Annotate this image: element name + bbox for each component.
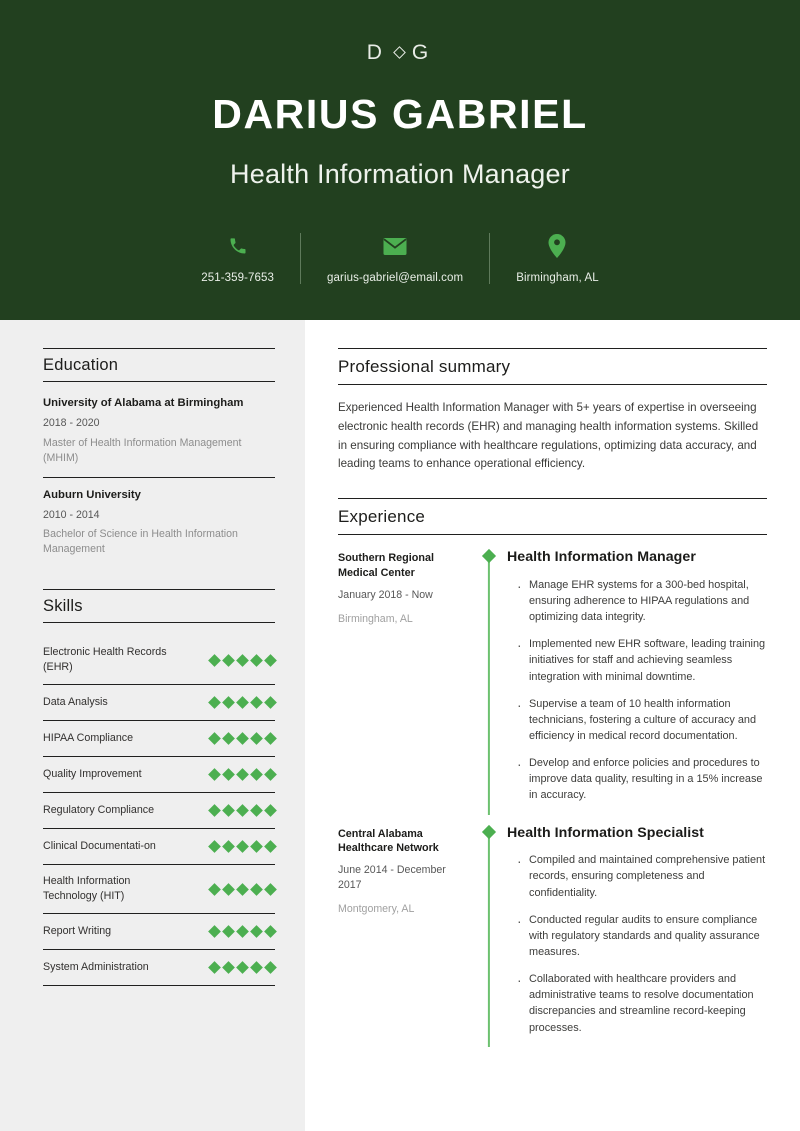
skill-rating-diamond-icon <box>222 961 235 974</box>
skill-rating <box>210 927 275 936</box>
experience-timeline <box>478 549 500 814</box>
skill-rating-diamond-icon <box>236 840 249 853</box>
skills-section-header <box>43 589 275 623</box>
summary-section-header <box>338 348 767 385</box>
candidate-name: DARIUS GABRIEL <box>212 91 588 137</box>
skill-name: System Administration <box>43 961 149 974</box>
education-item <box>43 396 275 477</box>
monogram-left-letter: D <box>366 40 387 64</box>
experience-section-header <box>338 498 767 535</box>
education-item <box>43 477 275 569</box>
education-school: University of Alabama at Birmingham <box>43 397 244 409</box>
email-value: garius-gabriel@email.com <box>327 272 464 284</box>
experience-list <box>338 549 767 1057</box>
education-school: Auburn University <box>43 488 141 501</box>
timeline-diamond-icon <box>482 824 496 838</box>
experience-meta <box>338 825 478 917</box>
skill-rating-diamond-icon <box>236 654 249 667</box>
skill-rating-diamond-icon <box>222 732 235 745</box>
contact-email[interactable] <box>300 233 489 284</box>
summary-heading: Professional summary <box>338 357 511 376</box>
experience-item <box>338 549 767 824</box>
envelope-icon <box>383 233 407 259</box>
skill-rating-diamond-icon <box>264 654 277 667</box>
sidebar <box>0 320 305 1131</box>
skill-rating-diamond-icon <box>264 804 277 817</box>
skill-rating-diamond-icon <box>264 925 277 938</box>
skill-rating <box>210 656 275 665</box>
skill-name: Report Writing <box>43 925 112 938</box>
experience-bullet: · Compiled and maintained comprehensive patient records, ensuring completeness and confidentiality. <box>517 852 767 900</box>
skill-row <box>43 757 275 793</box>
resume-body <box>0 320 800 1131</box>
experience-company: Central Alabama Healthcare Network <box>338 827 439 855</box>
experience-bullet: · Supervise a team of 10 health information technicians, fostering a culture of accuracy and efficiency in medical record documentation. <box>517 696 767 744</box>
skill-rating <box>210 885 275 894</box>
timeline-line <box>488 557 490 814</box>
phone-icon <box>228 233 248 259</box>
skill-rating <box>210 698 275 707</box>
skill-rating-diamond-icon <box>208 654 221 667</box>
main-column <box>305 320 800 1131</box>
phone-value: 251-359-7653 <box>201 272 275 284</box>
monogram-logo <box>367 38 434 66</box>
skill-row <box>43 950 275 986</box>
skill-rating-diamond-icon <box>236 961 249 974</box>
experience-location: Montgomery, AL <box>338 902 415 915</box>
skill-rating-diamond-icon <box>264 696 277 709</box>
skill-rating-diamond-icon <box>250 961 263 974</box>
education-dates: 2010 - 2014 <box>43 508 100 521</box>
education-list <box>43 396 275 568</box>
skill-rating-diamond-icon <box>264 961 277 974</box>
experience-details <box>500 549 767 814</box>
skill-rating-diamond-icon <box>222 654 235 667</box>
experience-bullet: · Implemented new EHR software, leading training initiatives for staff and achieving seamless integration with minimal downtime. <box>517 636 767 684</box>
skill-rating <box>210 770 275 779</box>
skill-rating-diamond-icon <box>208 840 221 853</box>
skill-rating-diamond-icon <box>222 804 235 817</box>
experience-bullet-list <box>507 852 767 1035</box>
resume-header <box>0 0 800 320</box>
skill-rating-diamond-icon <box>250 768 263 781</box>
skill-rating-diamond-icon <box>264 840 277 853</box>
skill-name: Electronic Health Records (EHR) <box>43 646 167 674</box>
skill-rating <box>210 806 275 815</box>
skills-heading: Skills <box>43 597 83 616</box>
monogram-right-letter: G <box>411 40 434 64</box>
experience-company: Southern Regional Medical Center <box>338 552 434 580</box>
skill-rating-diamond-icon <box>208 804 221 817</box>
contact-row <box>175 233 625 284</box>
skill-rating <box>210 963 275 972</box>
skill-row <box>43 721 275 757</box>
education-dates: 2018 - 2020 <box>43 417 100 430</box>
skill-row <box>43 637 275 685</box>
skill-rating-diamond-icon <box>250 840 263 853</box>
skill-name: HIPAA Compliance <box>43 732 134 745</box>
timeline-diamond-icon <box>482 549 496 563</box>
skill-rating-diamond-icon <box>208 696 221 709</box>
location-value: Birmingham, AL <box>516 272 599 284</box>
education-degree: Bachelor of Science in Health Information Management <box>43 528 238 556</box>
skill-rating-diamond-icon <box>236 925 249 938</box>
experience-bullet: · Manage EHR systems for a 300-bed hospital, ensuring adherence to HIPAA regulations and optimizing data integrity. <box>517 577 767 625</box>
contact-location[interactable] <box>489 233 625 284</box>
skill-rating-diamond-icon <box>222 768 235 781</box>
skill-rating-diamond-icon <box>208 961 221 974</box>
skill-rating-diamond-icon <box>222 840 235 853</box>
experience-timeline <box>478 825 500 1047</box>
timeline-line <box>488 833 490 1047</box>
diamond-outline-icon <box>393 46 406 59</box>
experience-bullet: · Collaborated with healthcare providers and administrative teams to resolve documentation discrepancies and streamline record-keeping processes. <box>517 971 767 1036</box>
skill-rating-diamond-icon <box>250 732 263 745</box>
skill-rating-diamond-icon <box>264 732 277 745</box>
experience-bullet: · Develop and enforce policies and procedures to improve data quality, resulting in a 15% increase in accuracy. <box>517 755 767 803</box>
experience-item <box>338 825 767 1057</box>
skill-row <box>43 914 275 950</box>
location-pin-icon <box>548 233 566 259</box>
skill-rating-diamond-icon <box>222 696 235 709</box>
experience-details <box>500 825 767 1047</box>
skill-rating <box>210 734 275 743</box>
experience-meta <box>338 549 478 626</box>
experience-dates: June 2014 - December 2017 <box>338 864 446 891</box>
skill-rating-diamond-icon <box>250 804 263 817</box>
skill-rating-diamond-icon <box>236 768 249 781</box>
skill-rating-diamond-icon <box>222 925 235 938</box>
skill-name: Data Analysis <box>43 696 108 709</box>
experience-heading: Experience <box>338 507 426 527</box>
skill-row <box>43 793 275 829</box>
experience-bullet-list <box>507 577 767 804</box>
skill-rating-diamond-icon <box>236 883 249 896</box>
education-heading: Education <box>43 356 119 374</box>
skill-name: Regulatory Compliance <box>43 804 155 817</box>
education-section-header <box>43 348 275 382</box>
skills-block <box>43 589 275 986</box>
skill-rating-diamond-icon <box>222 883 235 896</box>
skill-row <box>43 865 275 914</box>
skill-rating-diamond-icon <box>208 768 221 781</box>
education-degree: Master of Health Information Management (MHIM) <box>43 436 242 464</box>
experience-bullet: · Conducted regular audits to ensure compliance with regulatory standards and quality assurance measures. <box>517 912 767 960</box>
experience-block <box>338 498 767 1057</box>
skill-rating-diamond-icon <box>250 925 263 938</box>
skill-name: Health Information Technology (HIT) <box>43 875 131 903</box>
skill-rating-diamond-icon <box>250 883 263 896</box>
skill-rating-diamond-icon <box>250 696 263 709</box>
skill-rating-diamond-icon <box>250 654 263 667</box>
skill-rating-diamond-icon <box>208 925 221 938</box>
skill-rating-diamond-icon <box>264 768 277 781</box>
skill-rating-diamond-icon <box>236 804 249 817</box>
summary-text: Experienced Health Information Manager with 5+ years of expertise in overseeing electronic health records (EHR) and managing health information systems. Skilled in ensuring compliance with healthcare regulations, optimizing data accuracy, and leading teams to enhance operational efficiency. <box>338 401 759 471</box>
skills-list <box>43 637 275 986</box>
skill-rating-diamond-icon <box>208 732 221 745</box>
contact-phone[interactable] <box>175 233 300 284</box>
skill-row <box>43 685 275 721</box>
experience-dates: January 2018 - Now <box>338 588 433 601</box>
skill-row <box>43 829 275 865</box>
experience-location: Birmingham, AL <box>338 612 413 625</box>
skill-rating-diamond-icon <box>236 732 249 745</box>
skill-name: Clinical Documentati-on <box>43 840 156 853</box>
experience-role: Health Information Manager <box>507 549 696 566</box>
skill-rating-diamond-icon <box>236 696 249 709</box>
skill-name: Quality Improvement <box>43 768 142 781</box>
candidate-job-title: Health Information Manager <box>230 159 570 189</box>
skill-rating-diamond-icon <box>208 883 221 896</box>
experience-role: Health Information Specialist <box>507 824 704 841</box>
skill-rating <box>210 842 275 851</box>
skill-rating-diamond-icon <box>264 883 277 896</box>
